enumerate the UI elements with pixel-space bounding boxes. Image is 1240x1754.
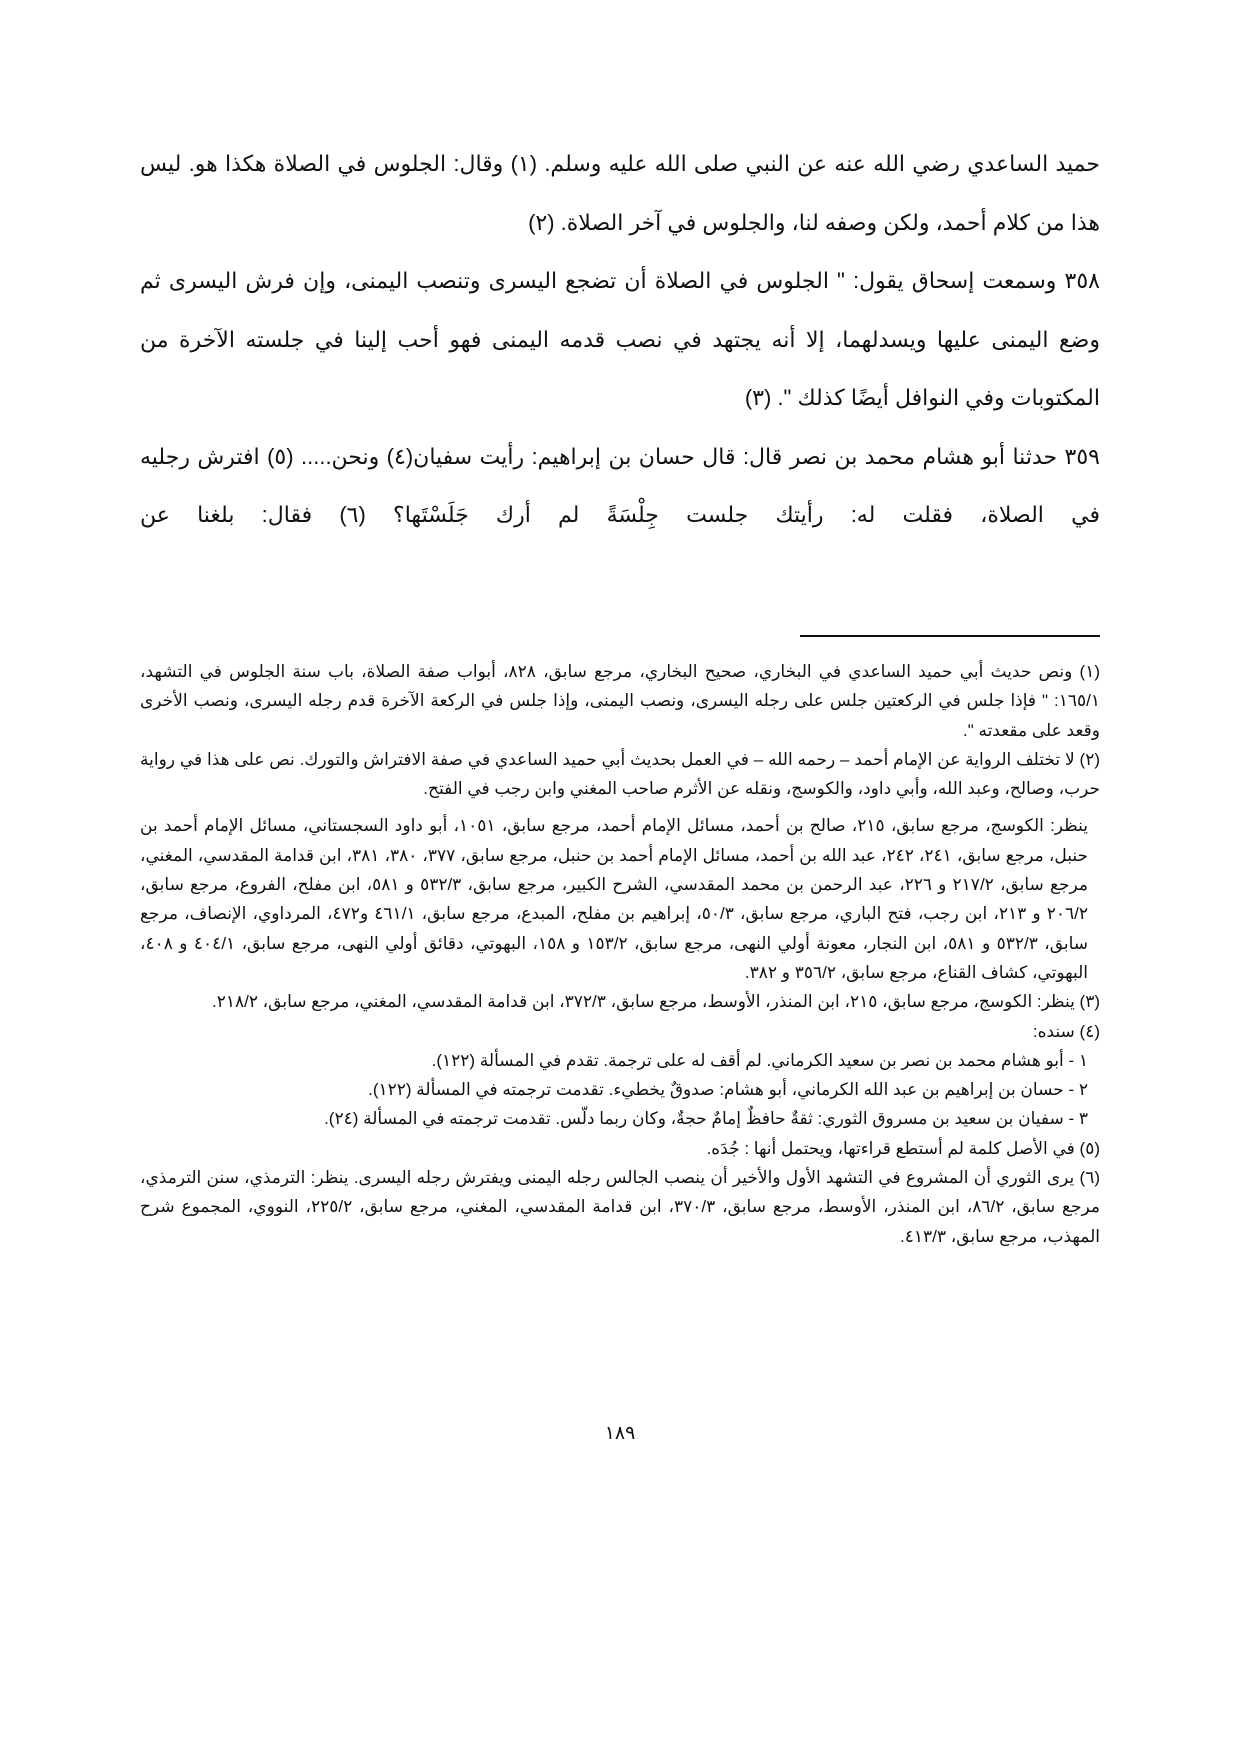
footnote-separator [800,635,1100,637]
footnote-1: (١) ونص حديث أبي حميد الساعدي في البخاري، صحيح البخاري، مرجع سابق، ٨٢٨، أبواب صفة الصلاة، باب سنة الجلوس في التشهد، ١٦٥/١: " فإذا جلس في الركعتين جلس على رجله اليسرى، ونصب اليمنى، وإذا جلس في الركعة الآخرة قدم رجله اليسرى، ونصب الأخرى وقعد على مقعدته ". [140,662,1100,740]
footnote-4-item-3: ٣ - سفيان بن سعيد بن مسروق الثوري: ثقةٌ حافظٌ إمامٌ حجةٌ، وكان ربما دلّس. تقدمت ترجمته في المسألة (٢٤). [324,1109,1088,1129]
document-page [140,0,1100,1754]
footnote-4-item-2: ٢ - حسان بن إبراهيم بن عبد الله الكرماني، أبو هشام: صدوقٌ يخطيء. تقدمت ترجمته في المسألة (١٢٢). [368,1080,1088,1100]
footnote-6: (٦) يرى الثوري أن المشروع في التشهد الأول والأخير أن ينصب الجالس رجله اليمنى ويفترش رجله اليسرى. ينظر: الترمذي، سنن الترمذي، مرجع سابق، ٨٦/٢، ابن المنذر، الأوسط، مرجع سابق، ٣٧٠/٣، ابن قدامة المقدسي، المغني، مرجع سابق، ٢٢٥/٢، النووي، المجموع شرح المهذب، مرجع سابق، ٤١٣/٣. [140,1168,1101,1246]
footnote-4-item-1: ١ - أبو هشام محمد بن نصر بن سعيد الكرماني. لم أقف له على ترجمة. تقدم في المسألة (١٢٢). [431,1050,1088,1070]
footnote-2-references: ينظر: الكوسج، مرجع سابق، ٢١٥، صالح بن أحمد، مسائل الإمام أحمد، مرجع سابق، ١٠٥١، أبو داود السجستاني، مسائل الإمام أحمد بن حنبل، مرجع سابق، ٢٤١، ٢٤٢، عبد الله بن أحمد، مسائل الإمام أحمد بن حنبل، مرجع سابق، ٣٧٧، ٣٨٠، ٣٨١، ابن قدامة المقدسي، المغني، مرجع سابق، ٢١٧/٢ و ٢٢٦، عبد الرحمن بن محمد المقدسي، الشرح الكبير، مرجع سابق، ٥٣٢/٣ و ٥٨١، ابن مفلح، الفروع، مرجع سابق، ٢٠٦/٢ و ٢١٣، ابن رجب، فتح الباري، مرجع سابق، ٥٠/٣، إبراهيم بن مفلح، المبدع، مرجع سابق، ٤٦١/١ و٤٧٢، المرداوي، الإنصاف، مرجع سابق، ٥٣٢/٣ و ٥٨١، ابن النجار، معونة أولي النهى، مرجع سابق، ١٥٣/٢ و ١٥٨، البهوتي، دقائق أولي النهى، مرجع سابق، ٤٠٤/١ و ٤٠٨، البهوتي، كشاف القناع، مرجع سابق، ٣٥٦/٢ و ٣٨٢. [140,816,1089,982]
paragraph-1: حميد الساعدي رضي الله عنه عن النبي صلى الله عليه وسلم. (١) وقال: الجلوس في الصلاة هكذا هو. ليس هذا من كلام أحمد، ولكن وصفه لنا، والجلوس في آخر الصلاة. (٢) [140,151,1101,235]
footnote-2: (٢) لا تختلف الرواية عن الإمام أحمد – رحمه الله – في العمل بحديث أبي حميد الساعدي في صفة الافتراش والتورك. نص على هذا في رواية حرب، وصالح، وعبد الله، وأبي داود، والكوسج، ونقله عن الأثرم صاحب المغني وابن رجب في الفتح. [140,749,1100,799]
footnote-3: (٣) ينظر: الكوسج، مرجع سابق، ٢١٥، ابن المنذر، الأوسط، مرجع سابق، ٣٧٢/٣، ابن قدامة المقدسي، المغني، مرجع سابق، ٢١٨/٢. [211,992,1100,1012]
page-number: ١٨٩ [604,1423,636,1444]
footnote-5: (٥) في الأصل كلمة لم أستطع قراءتها، ويحتمل أنها : جُدَه. [706,1138,1100,1158]
main-text [140,135,1100,545]
footnote-4: (٤) سنده: [1032,1021,1100,1041]
footnotes [140,657,1100,1251]
paragraph-359: ٣٥٩ حدثنا أبو هشام محمد بن نصر قال: قال حسان بن إبراهيم: رأيت سفيان(٤) ونحن..... (٥) افترش رجليه في الصلاة، فقلت له: رأيتك جلست جِلْسَةً لم أرك جَلَسْتَها؟ (٦) فقال: بلغنا عن [140,443,1100,527]
paragraph-358: ٣٥٨ وسمعت إسحاق يقول: " الجلوس في الصلاة أن تضجع اليسرى وتنصب اليمنى، وإن فرش اليسرى ثم وضع اليمنى عليها ويسدلهما، إلا أنه يجتهد في نصب قدمه اليمنى فهو أحب إلينا في جلسته الآخرة من المكتوبات وفي النوافل أيضًا كذلك ". (٣) [140,268,1100,410]
